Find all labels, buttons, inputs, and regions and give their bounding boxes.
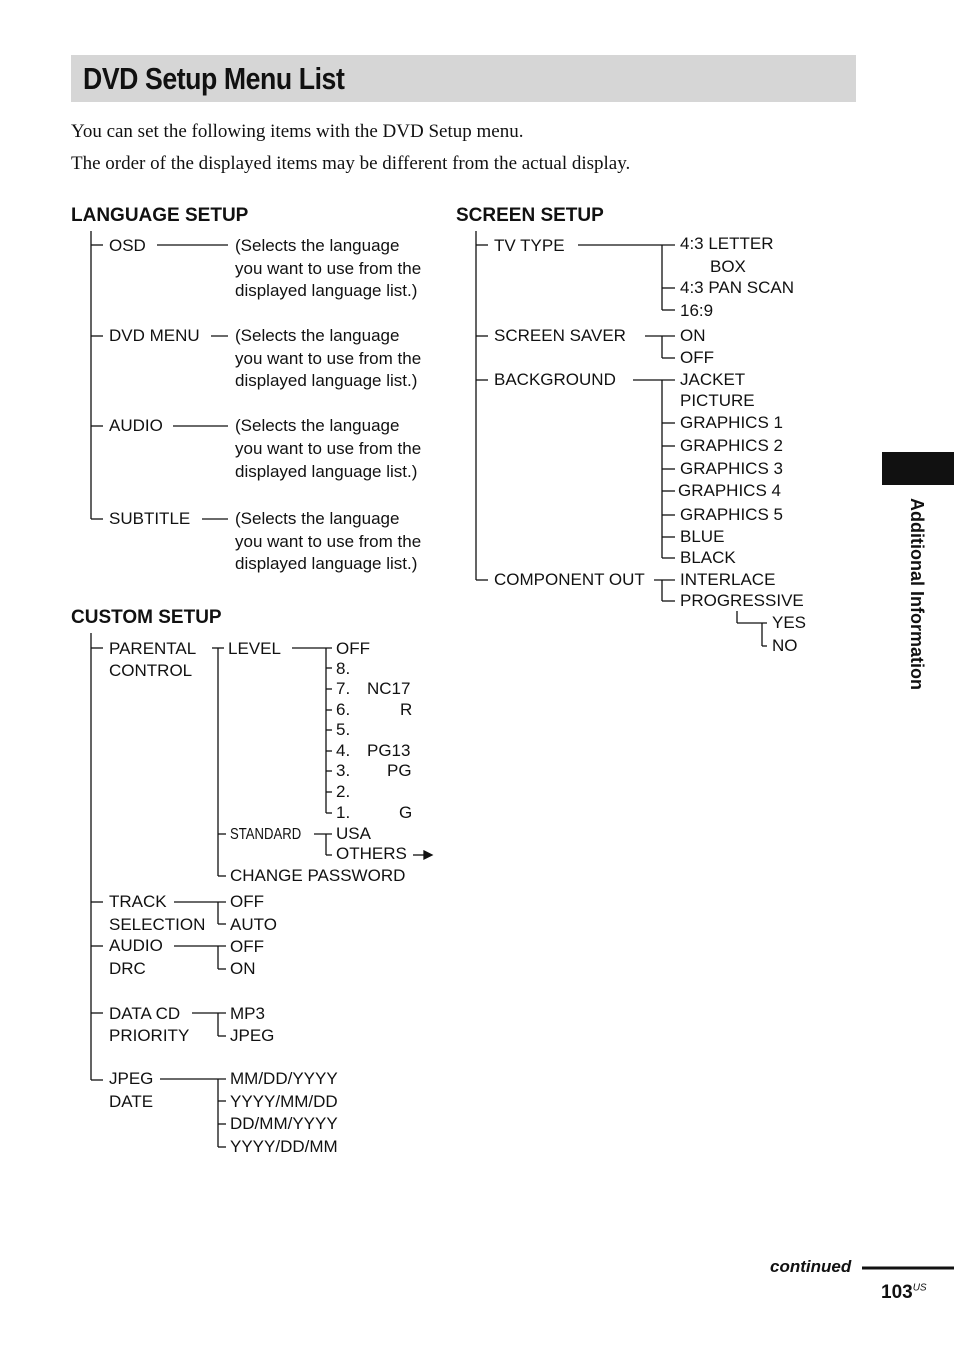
rating-g: G — [399, 803, 413, 822]
progressive-yes: YES — [772, 613, 807, 632]
background-graphics-2: GRAPHICS 2 — [680, 436, 783, 455]
intro-line-2: The order of the displayed items may be different from the actual display. — [71, 153, 631, 174]
jpeg-date-label-2: DATE — [109, 1092, 154, 1111]
jpeg-date-option-4: YYYY/DD/MM — [230, 1137, 338, 1156]
jpeg-date-option-1: MM/DD/YYYY — [230, 1069, 338, 1088]
standard-option-others: OTHERS — [336, 844, 407, 863]
custom-setup-heading: CUSTOM SETUP — [71, 607, 222, 628]
screen-setup-heading: SCREEN SETUP — [456, 205, 604, 226]
language-dvd-menu-desc-3: displayed language list.) — [235, 371, 418, 390]
rating-pg13: PG13 — [367, 741, 411, 760]
tv-type-16-9: 16:9 — [680, 301, 714, 320]
background-blue: BLUE — [680, 527, 725, 546]
page-suffix: US — [912, 1282, 927, 1294]
track-selection-label-1: TRACK — [109, 892, 167, 911]
level-option-2: 2. — [336, 782, 351, 801]
continued-label: continued — [770, 1257, 852, 1276]
level-option-7: 7. — [336, 679, 351, 698]
jpeg-date-option-2: YYYY/MM/DD — [230, 1092, 338, 1111]
screen-saver-off: OFF — [680, 348, 714, 367]
track-selection-auto: AUTO — [230, 915, 277, 934]
change-password-label: CHANGE PASSWORD — [230, 866, 406, 885]
level-option-8: 8. — [336, 659, 351, 678]
data-cd-priority-label-2: PRIORITY — [109, 1026, 190, 1045]
parental-control-label-2: CONTROL — [109, 661, 193, 680]
data-cd-jpeg: JPEG — [230, 1026, 275, 1045]
level-option-4: 4. — [336, 741, 351, 760]
level-option-1: 1. — [336, 803, 351, 822]
component-out-progressive: PROGRESSIVE — [680, 591, 804, 610]
level-option-off: OFF — [336, 639, 370, 658]
language-osd-desc-3: displayed language list.) — [235, 281, 418, 300]
language-dvd-menu-desc-1: (Selects the language — [235, 326, 400, 345]
language-subtitle-desc-3: displayed language list.) — [235, 554, 418, 573]
language-setup-heading: LANGUAGE SETUP — [71, 205, 249, 226]
progressive-no: NO — [772, 636, 798, 655]
rating-r: R — [400, 700, 413, 719]
screen-saver-label: SCREEN SAVER — [494, 326, 626, 345]
data-cd-mp3: MP3 — [230, 1004, 265, 1023]
standard-option-usa: USA — [336, 824, 371, 843]
background-graphics-5: GRAPHICS 5 — [680, 505, 783, 524]
language-subtitle-desc-2: you want to use from the — [235, 532, 422, 551]
standard-label: STANDARD — [230, 826, 302, 843]
tv-type-letterbox-1: 4:3 LETTER — [680, 234, 774, 253]
language-subtitle-desc-1: (Selects the language — [235, 509, 400, 528]
level-option-5: 5. — [336, 720, 351, 739]
language-osd-desc-2: you want to use from the — [235, 259, 422, 278]
rating-pg: PG — [387, 761, 412, 780]
component-out-label: COMPONENT OUT — [494, 570, 645, 589]
language-audio-desc-1: (Selects the language — [235, 416, 400, 435]
language-osd-desc-1: (Selects the language — [235, 236, 400, 255]
tv-type-letterbox-2: BOX — [710, 257, 746, 276]
parental-level-label: LEVEL — [228, 639, 281, 658]
audio-drc-label-1: AUDIO — [109, 936, 163, 955]
background-graphics-3: GRAPHICS 3 — [680, 459, 783, 478]
background-black: BLACK — [680, 548, 736, 567]
jpeg-date-label-1: JPEG — [109, 1069, 154, 1088]
jpeg-date-option-3: DD/MM/YYYY — [230, 1114, 338, 1133]
intro-line-1: You can set the following items with the DVD Setup menu. — [71, 121, 524, 142]
language-item-subtitle: SUBTITLE — [109, 509, 191, 528]
tv-type-label: TV TYPE — [494, 236, 565, 255]
background-jacket: JACKET — [680, 370, 746, 389]
side-section-label: Additional Information — [907, 498, 927, 690]
language-dvd-menu-desc-2: you want to use from the — [235, 349, 422, 368]
background-graphics-4: GRAPHICS 4 — [678, 481, 781, 500]
rating-nc17: NC17 — [367, 679, 411, 698]
page-number: $103^{US}$ — [881, 1282, 927, 1303]
audio-drc-off: OFF — [230, 937, 264, 956]
language-item-osd: OSD — [109, 236, 146, 255]
background-graphics-1: GRAPHICS 1 — [680, 413, 783, 432]
background-label: BACKGROUND — [494, 370, 616, 389]
audio-drc-on: ON — [230, 959, 256, 978]
data-cd-priority-label-1: DATA CD — [109, 1004, 181, 1023]
tv-type-panscan: 4:3 PAN SCAN — [680, 278, 795, 297]
level-option-6: 6. — [336, 700, 351, 719]
title-bar — [71, 55, 856, 102]
track-selection-off: OFF — [230, 892, 264, 911]
track-selection-label-2: SELECTION — [109, 915, 206, 934]
background-picture: PICTURE — [680, 391, 755, 410]
audio-drc-label-2: DRC — [109, 959, 146, 978]
level-option-3: 3. — [336, 761, 351, 780]
parental-control-label-1: PARENTAL — [109, 639, 197, 658]
section-tab-marker — [882, 452, 954, 485]
language-audio-desc-3: displayed language list.) — [235, 462, 418, 481]
language-item-audio: AUDIO — [109, 416, 163, 435]
page-title: DVD Setup Menu List — [83, 61, 345, 96]
component-out-interlace: INTERLACE — [680, 570, 776, 589]
language-audio-desc-2: you want to use from the — [235, 439, 422, 458]
screen-saver-on: ON — [680, 326, 706, 345]
language-item-dvd-menu: DVD MENU — [109, 326, 200, 345]
